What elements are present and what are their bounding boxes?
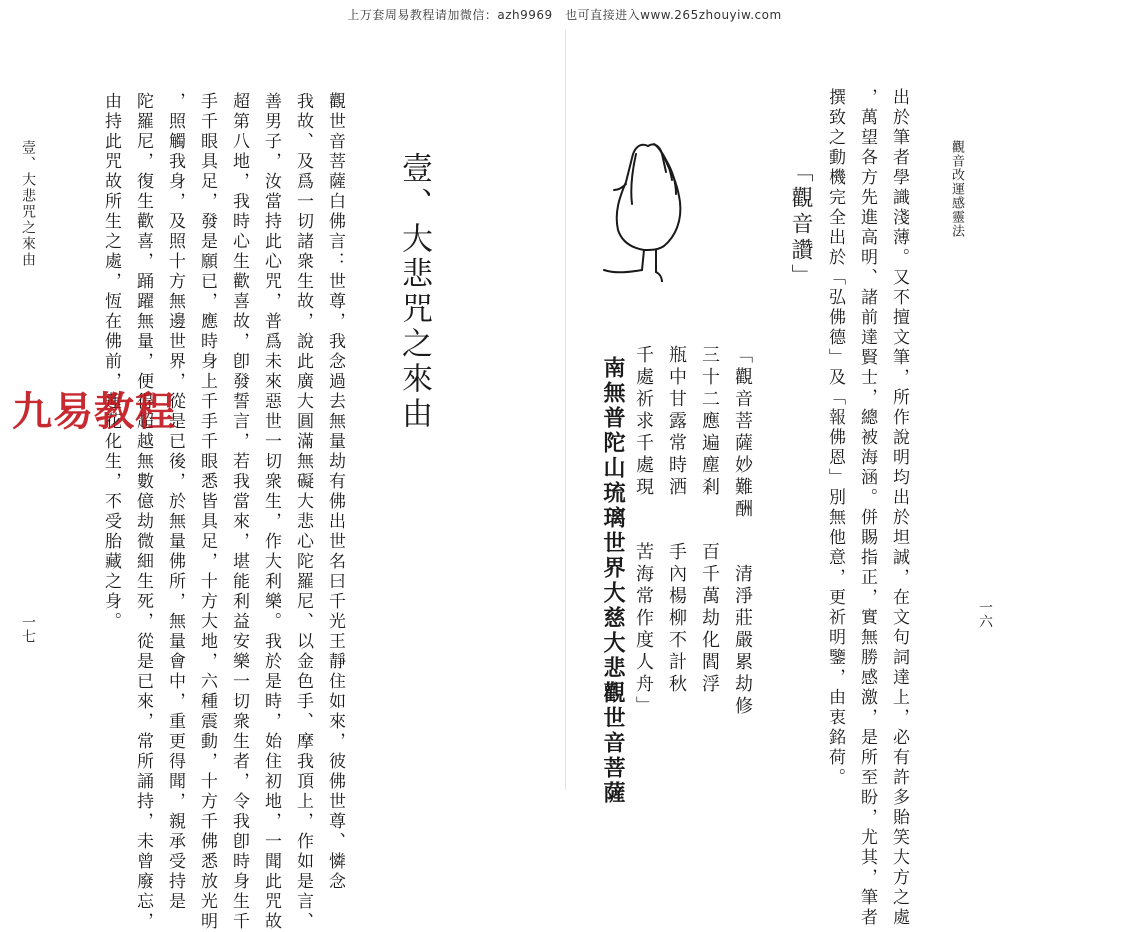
text-column: 手千眼具足，發是願已，應時身上千手千眼悉皆具足，十方大地，六種震動，十方千佛悉放光明: [197, 92, 217, 932]
hymn-verses: [627, 345, 759, 719]
book-spine: [565, 30, 566, 790]
hymn-verse: [726, 345, 759, 719]
right-running-head: 觀音改運感靈法: [949, 140, 964, 238]
chapter-title: 壹、大悲咒之來由: [396, 152, 432, 432]
hymn-heading: 「觀音讚」: [788, 160, 813, 290]
text-column: 善男子，汝當持此心咒，普爲未來惡世一切衆生，作大利樂。我於是時，始住初地，一聞此咒故: [261, 92, 281, 932]
text-column: 撰致之動機完全出於「弘佛德」及「報佛恩」別無他意，更祈明鑒，由衷銘荷。: [825, 88, 845, 788]
text-column: 觀世音菩薩白佛言：世尊，我念過去無量劫有佛出世名曰千光王靜住如來，彼佛世尊、憐念: [325, 92, 345, 892]
verse-upper: 三十二應遍塵剎: [699, 345, 720, 499]
right-page-number: 一六: [977, 600, 993, 628]
verse-lower: 百千萬劫化閻浮: [699, 542, 720, 697]
verse-upper: 千處祈求千處現: [633, 345, 654, 499]
top-banner: 上万套周易教程请加微信：azh9969 也可直接进入www.265zhouyiw.com: [347, 8, 782, 22]
text-column: ，萬望各方先進高明、諸前達賢士，總被海涵。併賜指正，實無勝感激，是所至盼，尤其，筆者: [857, 88, 877, 928]
hymn-verse: [693, 345, 726, 695]
verse-lower: 清淨莊嚴累劫修: [732, 564, 753, 719]
praying-hands-icon: [596, 132, 696, 282]
verse-upper: 瓶中甘露常時洒: [666, 345, 687, 499]
watermark-logo: 九易教程: [12, 389, 176, 435]
text-column: 出於筆者學識淺薄。又不擅文筆，所作說明均出於坦誠，在文句詞達上，必有許多貽笑大方之處: [889, 88, 909, 928]
text-column: 超第八地，我時心生歡喜故，卽發誓言，若我當來，堪能利益安樂一切衆生者，令我卽時身生千: [229, 92, 249, 932]
verse-lower: 手內楊柳不計秋: [666, 542, 687, 697]
left-running-head: 壹、大悲咒之來由: [20, 140, 36, 268]
hymn-verse: [627, 345, 660, 719]
text-column: ，照觸我身，及照十方無邊世界，從是已後，於無量佛所，無量會中，重更得聞，親承受持是: [165, 92, 185, 912]
right-body-text: [819, 88, 915, 928]
verse-upper: 「觀音菩薩妙難酬: [732, 345, 753, 521]
verse-lower: 苦海常作度人舟」: [633, 542, 654, 719]
mantra-text: 南無普陀山琉璃世界大慈大悲觀世音菩薩: [600, 356, 626, 806]
text-column: 陀羅尼，復生歡喜，踊躍無量，便得超越無數億劫微細生死，從是已來，常所誦持，未曾廢忘，: [133, 92, 153, 932]
text-column: 我故、及爲一切諸衆生故，說此廣大圓滿無礙大悲心陀羅尼、以金色手、摩我頂上，作如是言、: [293, 92, 313, 932]
left-page-number: 一七: [20, 615, 36, 643]
text-column: 由持此咒故所生之處，恆在佛前，蓮花化生，不受胎藏之身。: [101, 92, 121, 632]
hymn-verse: [660, 345, 693, 695]
